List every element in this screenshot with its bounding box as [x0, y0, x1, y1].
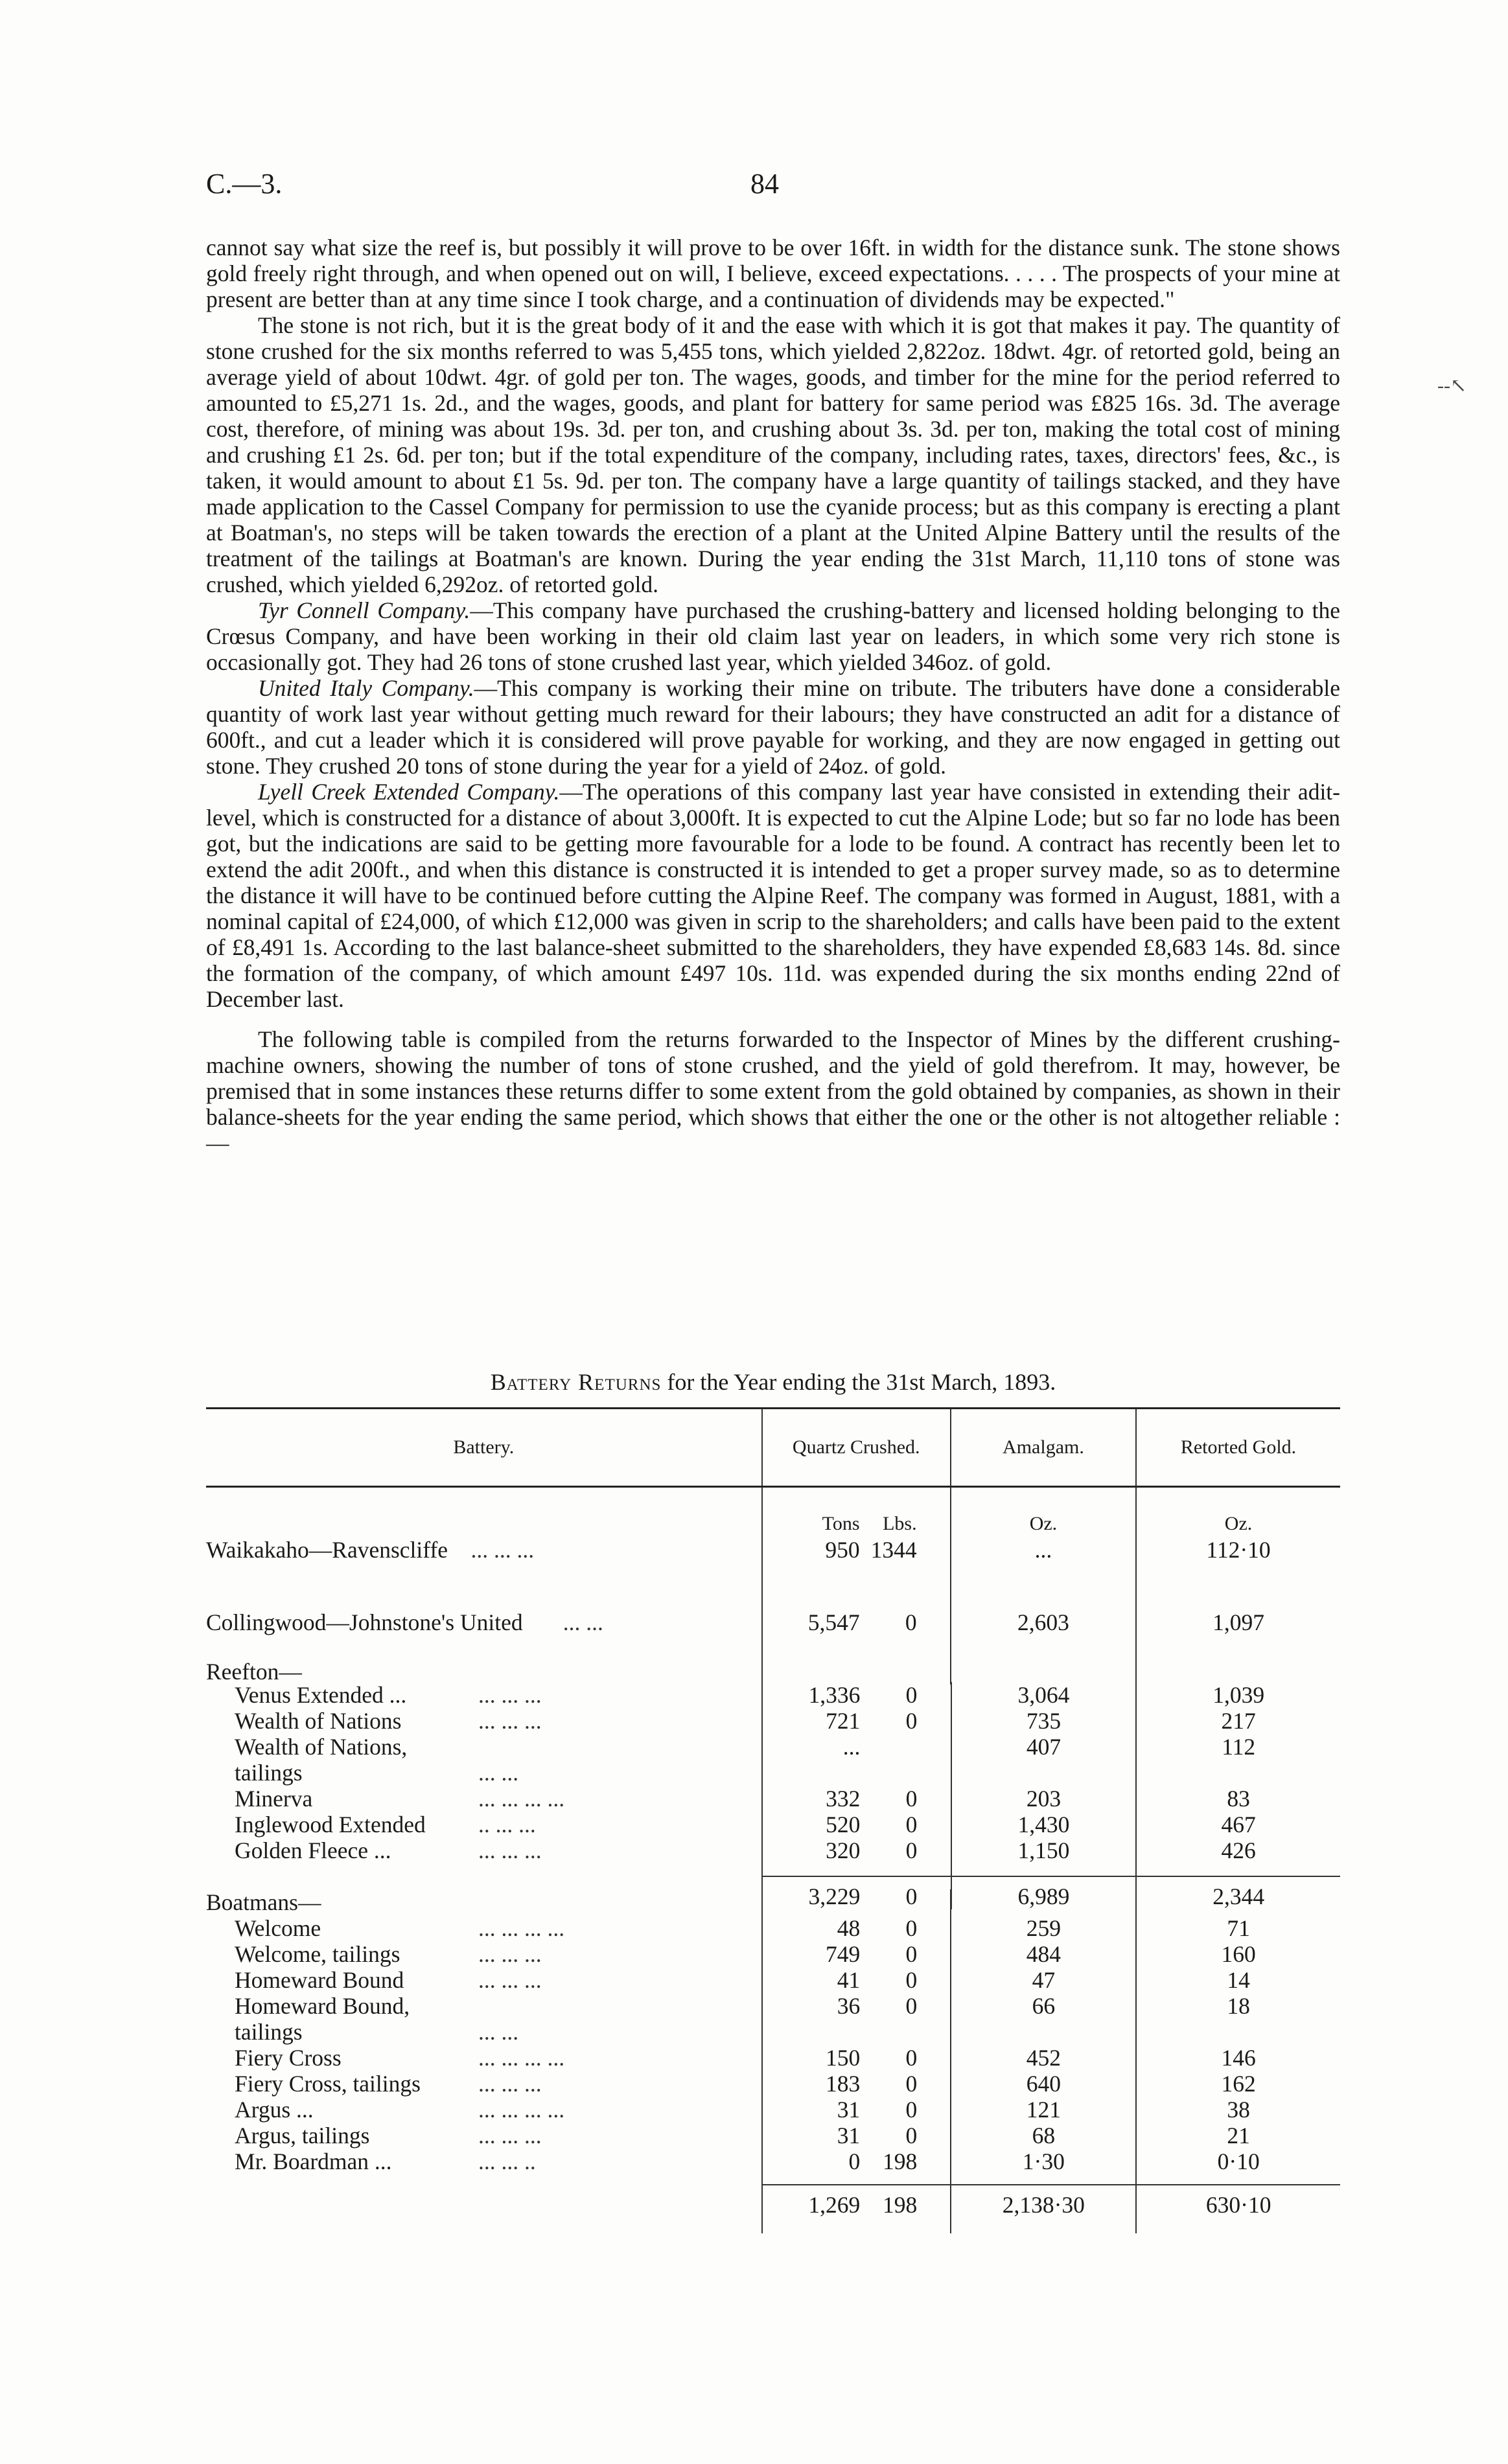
boatmans-rows — [206, 1889, 1340, 2233]
section-heading: Reefton— — [206, 1659, 762, 1685]
unit-lbs: Lbs. — [883, 1513, 917, 1534]
reefton-rows — [206, 1682, 1340, 1909]
header-quartz: Quartz Crushed. — [762, 1409, 951, 1487]
table-row: Mr. Boardman ... ... ... .. 0 198 1·30 0·10 — [206, 2148, 1340, 2174]
document-code: C.—3. — [206, 168, 283, 200]
paragraph: The stone is not rich, but it is the great body of it and the ease with which it is got that makes it pay. The quantity of stone crushed for the six months referred to was 5,455 tons, which yielded 2,822oz. 18dwt. 4gr. of retorted gold, being an average yield of about 10dwt. 4gr. of gold per ton. The wages, goods, and timber for the mine for the period referred to amounted to £5,271 1s. 2d., and the wages, goods, and plant for battery for same period was £825 16s. 3d. The average cost, therefore, of mining was about 19s. 3d. per ton, and crushing about 3s. 3d. per ton, making the total cost of mining and crushing £1 2s. 6d. per ton; but if the total expenditure of the company, including rates, taxes, directors' fees, &c., is taken, it would amount to about £1 5s. 9d. per ton. The company have a large quantity of tailings stacked, and they have made application to the Cassel Company for permission to use the cyanide process; but as this company is erecting a plant at Boatman's, no steps will be taken towards the erection of a plant at the United Alpine Battery until the results of the treatment of the tailings at Boatman's are known. During the year ending the 31st March, 11,110 tons of stone was crushed, which yielded 6,292oz. of retorted gold. — [206, 312, 1340, 597]
table-row: Welcome ... ... ... ... 48 0 259 71 — [206, 1915, 1340, 1941]
paragraph: Tyr Connell Company.—This company have purchased the crushing-battery and licensed holding belonging to the Crœsus Company, and have been working in their old claim last year on leaders, in which some very rich stone is occasionally got. They had 26 tons of stone crushed last year, which yielded 346oz. of gold. — [206, 597, 1340, 675]
table-row: Argus ... ... ... ... ... 31 0 121 38 — [206, 2097, 1340, 2123]
table-row: Homeward Bound ... ... ... 41 0 47 14 — [206, 1967, 1340, 1993]
subtotal-row: 3,229 0 6,989 2,344 — [206, 1876, 1340, 1909]
unit-gold: Oz. — [1224, 1513, 1253, 1534]
paragraph-lead: United Italy Company. — [258, 675, 474, 701]
units-row — [206, 1511, 1340, 1537]
table-caption: Battery Returns for the Year ending the 31st March, 1893. — [490, 1369, 1056, 1395]
table-row: Inglewood Extended .. ... ... 520 0 1,430 467 — [206, 1812, 1340, 1837]
page-number: 84 — [750, 168, 779, 200]
header-gold: Retorted Gold. — [1136, 1409, 1340, 1487]
table-row: Golden Fleece ... ... ... ... 320 0 1,150 426 — [206, 1837, 1340, 1863]
body-text — [206, 235, 1340, 1156]
unit-tons: Tons — [822, 1513, 860, 1534]
margin-mark: -‐↖ — [1437, 375, 1467, 397]
paragraph: United Italy Company.—This company is working their mine on tribute. The tributers have done a considerable quantity of work last year without getting much reward for their labours; they have constructed an adit for a distance of 600ft., and cut a leader which it is considered will prove payable for working, and they are now engaged in getting out stone. They crushed 20 tons of stone during the year for a yield of 24oz. of gold. — [206, 675, 1340, 779]
table-row: Wealth of Nations ... ... ... 721 0 735 217 — [206, 1708, 1340, 1734]
paragraph-lead: Lyell Creek Extended Company. — [258, 779, 560, 805]
section-heading: Boatmans— — [206, 1889, 762, 1915]
unit-amalgam: Oz. — [951, 1511, 1136, 1537]
paragraph-lead: Tyr Connell Company. — [258, 597, 470, 623]
battery-returns-table — [206, 1407, 1340, 1685]
page-header — [206, 167, 1340, 213]
table-row: Venus Extended ... ... ... ... 1,336 0 3,064 1,039 — [206, 1682, 1340, 1708]
paragraph: cannot say what size the reef is, but possibly it will prove to be over 16ft. in width for the distance sunk. The stone shows gold freely right through, and when opened out on will, I believe, exceed expectations. . . . . The prospects of your mine at present are better than at any time since I took charge, and a continuation of dividends may be expected." — [206, 235, 1340, 312]
table-row: Minerva ... ... ... ... 332 0 203 83 — [206, 1786, 1340, 1812]
header-battery: Battery. — [206, 1409, 762, 1487]
paragraph: The following table is compiled from the returns forwarded to the Inspector of Mines by the different crushing-machine owners, showing the number of tons of stone crushed, and the yield of gold therefrom. It may, however, be premised that in some instances these returns differ to some extent from the gold obtained by companies, as shown in their balance-sheets for the year ending the same period, which shows that either the one or the other is not altogether reliable :— — [206, 1026, 1340, 1156]
table-header-row — [206, 1409, 1340, 1487]
table-row: Wealth of Nations, tailings ... ... ... 407 112 — [206, 1734, 1340, 1786]
section-heading-row — [206, 1659, 1340, 1685]
table-row: Argus, tailings ... ... ... 31 0 68 21 — [206, 2123, 1340, 2148]
subtotal-row: 1,269 198 2,138·30 630·10 — [206, 2185, 1340, 2218]
table-row: Homeward Bound, tailings ... ... 36 0 66 18 — [206, 1993, 1340, 2045]
table-row: Collingwood—Johnstone's United ... ... 5,547 0 2,603 1,097 — [206, 1609, 1264, 1635]
table-row: Fiery Cross ... ... ... ... 150 0 452 146 — [206, 2045, 1340, 2071]
table-row: Welcome, tailings ... ... ... 749 0 484 160 — [206, 1941, 1340, 1967]
section-heading-row — [206, 1889, 1340, 1915]
header-amalgam: Amalgam. — [951, 1409, 1136, 1487]
table-row: Fiery Cross, tailings ... ... ... 183 0 640 162 — [206, 2071, 1340, 2097]
table-row: 950 1344 ... 112·10 — [206, 1537, 1340, 1563]
table-row-label: Waikakaho—Ravenscliffe ... ... ... — [206, 1511, 762, 1563]
paragraph: Lyell Creek Extended Company.—The operations of this company last year have consisted in extending their adit-level, which is constructed for a distance of about 3,000ft. It is expected to cut the Alpine Lode; but so far no lode has been got, but the indications are said to be getting more favourable for a lode to be found. A contract has recently been let to extend the adit 200ft., and when this distance is constructed it is intended to get a proper survey made, so as to determine the distance it will have to be continued before cutting the Alpine Reef. The company was formed in August, 1881, with a nominal capital of £24,000, of which £12,000 was given in scrip to the shareholders; and calls have been paid to the extent of £8,491 1s. According to the last balance-sheet submitted to the shareholders, they have expended £8,683 14s. 8d. since the formation of the company, of which amount £497 10s. 11d. was expended during the six months ending 22nd of December last. — [206, 779, 1340, 1012]
